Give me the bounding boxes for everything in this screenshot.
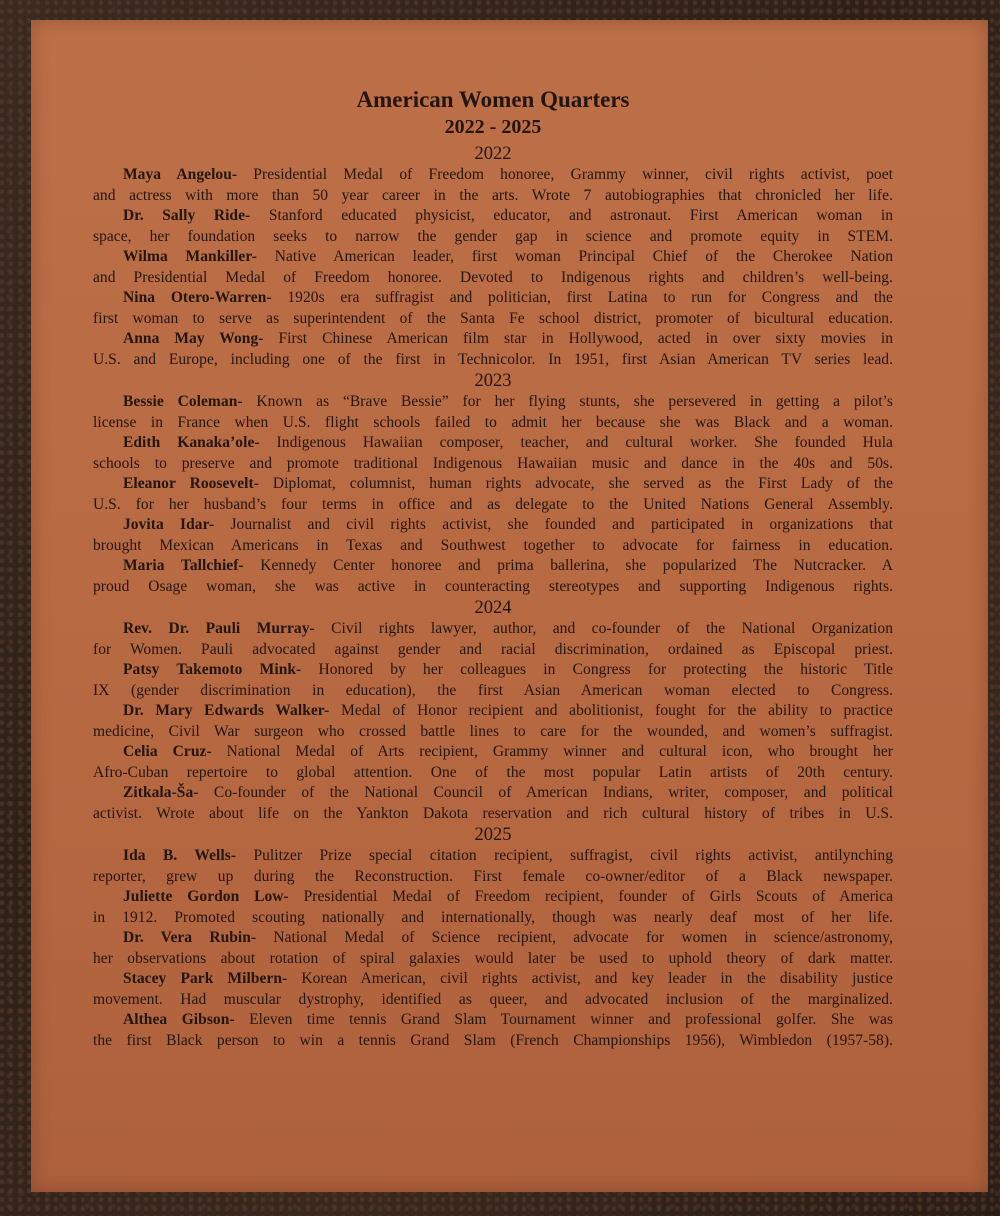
entry-line: license in France when U.S. flight schools failed to admit her because she was Black and a woman.	[93, 413, 893, 431]
entry-line-first	[93, 474, 893, 495]
entry-line: her observations about rotation of spiral galaxies would later be used to uphold theory of dark matter.	[93, 949, 893, 967]
entry-text: First Chinese American film star in Hollywood, acted in over sixty movies in	[263, 330, 893, 347]
year-heading: 2024	[474, 598, 512, 618]
entry-text: Co-founder of the National Council of American Indians, writer, composer, and political	[198, 784, 893, 801]
entry-line-first	[93, 969, 893, 990]
entry-line: first woman to serve as superintendent of the Santa Fe school district, promoter of bicultural education.	[93, 309, 893, 327]
entry-line: schools to preserve and promote traditional Indigenous Hawaiian music and dance in the 40s and 50s.	[93, 454, 893, 472]
entry-line: IX (gender discrimination in education), the first Asian American woman elected to Congress.	[93, 681, 893, 699]
honoree-name: Dr. Mary Edwards Walker-	[123, 702, 330, 719]
honoree-name: Celia Cruz-	[123, 743, 212, 760]
entry-line-first	[93, 247, 893, 268]
honoree-name: Anna May Wong-	[123, 330, 264, 347]
entry-line: in 1912. Promoted scouting nationally and internationally, though was nearly deaf most of her life.	[93, 908, 893, 926]
honoree-name: Ida B. Wells-	[123, 847, 237, 864]
honoree-name: Dr. Sally Ride-	[123, 207, 251, 224]
honoree-name: Eleanor Roosevelt-	[123, 475, 259, 492]
entry-line-first	[93, 288, 893, 309]
entry-text: Eleven time tennis Grand Slam Tournament winner and professional golfer. She was	[234, 1011, 893, 1028]
entry-line-first	[93, 329, 893, 350]
entry-line: and Presidential Medal of Freedom honoree. Devoted to Indigenous rights and children’s well-being.	[93, 268, 893, 286]
entry-line-first	[93, 742, 893, 763]
entry-text: Known as “Brave Bessie” for her flying stunts, she persevered in getting a pilot’s	[242, 393, 893, 410]
entry-line-first	[93, 392, 893, 413]
plaque-text	[93, 86, 893, 1051]
entry-line-first	[93, 887, 893, 908]
honoree-name: Stacey Park Milbern-	[123, 970, 288, 987]
entry-line: medicine, Civil War surgeon who crossed battle lines to care for the wounded, and women’s suffragist.	[93, 722, 893, 740]
entry-text: Presidential Medal of Freedom recipient, founder of Girls Scouts of America	[288, 888, 893, 905]
entry-line-first	[93, 165, 893, 186]
entry-line: brought Mexican Americans in Texas and Southwest together to advocate for fairness in education.	[93, 536, 893, 554]
sections-container	[93, 143, 893, 1051]
entry-line: U.S. and Europe, including one of the first in Technicolor. In 1951, first Asian American TV series lead.	[93, 350, 893, 368]
entry-line: space, her foundation seeks to narrow the gender gap in science and promote equity in STEM.	[93, 227, 893, 245]
honoree-name: Patsy Takemoto Mink-	[123, 661, 302, 678]
entry-text: Presidential Medal of Freedom honoree, Grammy winner, civil rights activist, poet	[237, 166, 893, 183]
entry-line-first	[93, 206, 893, 227]
entry-text: National Medal of Science recipient, advocate for women in science/astronomy,	[256, 929, 893, 946]
entry-line-first	[93, 783, 893, 804]
entry-line-first	[93, 433, 893, 454]
honoree-name: Maya Angelou-	[123, 166, 238, 183]
honoree-name: Bessie Coleman-	[123, 393, 243, 410]
entry-text: Indigenous Hawaiian composer, teacher, and cultural worker. She founded Hula	[259, 434, 893, 451]
entry-text: National Medal of Arts recipient, Grammy winner and cultural icon, who brought her	[211, 743, 893, 760]
honoree-name: Maria Tallchief-	[123, 557, 244, 574]
entry-line-first	[93, 556, 893, 577]
entry-line: U.S. for her husband’s four terms in office and as delegate to the United Nations General Assembly.	[93, 495, 893, 513]
year-heading: 2025	[474, 825, 512, 845]
entry-line-first	[93, 846, 893, 867]
entry-line-first	[93, 1010, 893, 1031]
entry-text: Civil rights lawyer, author, and co-founder of the National Organization	[314, 620, 893, 637]
honoree-name: Nina Otero-Warren-	[123, 289, 272, 306]
honoree-name: Dr. Vera Rubin-	[123, 929, 257, 946]
year-heading: 2023	[474, 371, 512, 391]
page-title: American Women Quarters	[356, 87, 630, 112]
entry-text: Native American leader, first woman Principal Chief of the Cherokee Nation	[256, 248, 893, 265]
entry-line: the first Black person to win a tennis Grand Slam (French Championships 1956), Wimbledon (1957-58).	[93, 1031, 893, 1049]
entry-text: 1920s era suffragist and politician, first Latina to run for Congress and the	[271, 289, 893, 306]
honoree-name: Rev. Dr. Pauli Murray-	[123, 620, 315, 637]
entry-line: Afro-Cuban repertoire to global attention. One of the most popular Latin artists of 20th century.	[93, 763, 893, 781]
entry-line: for Women. Pauli advocated against gender and racial discrimination, ordained as Episcopal priest.	[93, 640, 893, 658]
entry-line-first	[93, 928, 893, 949]
entry-text: Pulitzer Prize special citation recipient, suffragist, civil rights activist, antilynching	[236, 847, 893, 864]
entry-text: Kennedy Center honoree and prima ballerina, she popularized The Nutcracker. A	[243, 557, 894, 574]
entry-line-first	[93, 619, 893, 640]
entry-text: Medal of Honor recipient and abolitionist, fought for the ability to practice	[329, 702, 893, 719]
honoree-name: Edith Kanaka’ole-	[123, 434, 260, 451]
entry-line-first	[93, 701, 893, 722]
honoree-name: Wilma Mankiller-	[123, 248, 257, 265]
page-subtitle: 2022 - 2025	[444, 116, 542, 138]
entry-line-first	[93, 660, 893, 681]
honoree-name: Juliette Gordon Low-	[123, 888, 289, 905]
entry-text: Stanford educated physicist, educator, and astronaut. First American woman in	[250, 207, 894, 224]
honoree-name: Althea Gibson-	[123, 1011, 235, 1028]
entry-line: reporter, grew up during the Reconstruction. First female co-owner/editor of a Black newspaper.	[93, 867, 893, 885]
honoree-name: Zitkala-Ša-	[123, 784, 199, 801]
year-heading: 2022	[474, 144, 512, 164]
entry-line: proud Osage woman, she was active in counteracting stereotypes and supporting Indigenous rights.	[93, 577, 893, 595]
entry-text: Journalist and civil rights activist, she founded and participated in organizations that	[214, 516, 894, 533]
entry-line: and actress with more than 50 year career in the arts. Wrote 7 autobiographies that chronicled her life.	[93, 186, 893, 204]
honoree-name: Jovita Idar-	[123, 516, 215, 533]
entry-text: Korean American, civil rights activist, and key leader in the disability justice	[287, 970, 893, 987]
entry-line-first	[93, 515, 893, 536]
entry-line: activist. Wrote about life on the Yankton Dakota reservation and rich cultural history of tribes in U.S.	[93, 804, 893, 822]
entry-text: Diplomat, columnist, human rights advocate, she served as the First Lady of the	[258, 475, 894, 492]
entry-text: Honored by her colleagues in Congress for protecting the historic Title	[301, 661, 893, 678]
entry-line: movement. Had muscular dystrophy, identified as queer, and advocated inclusion of the marginalized.	[93, 990, 893, 1008]
